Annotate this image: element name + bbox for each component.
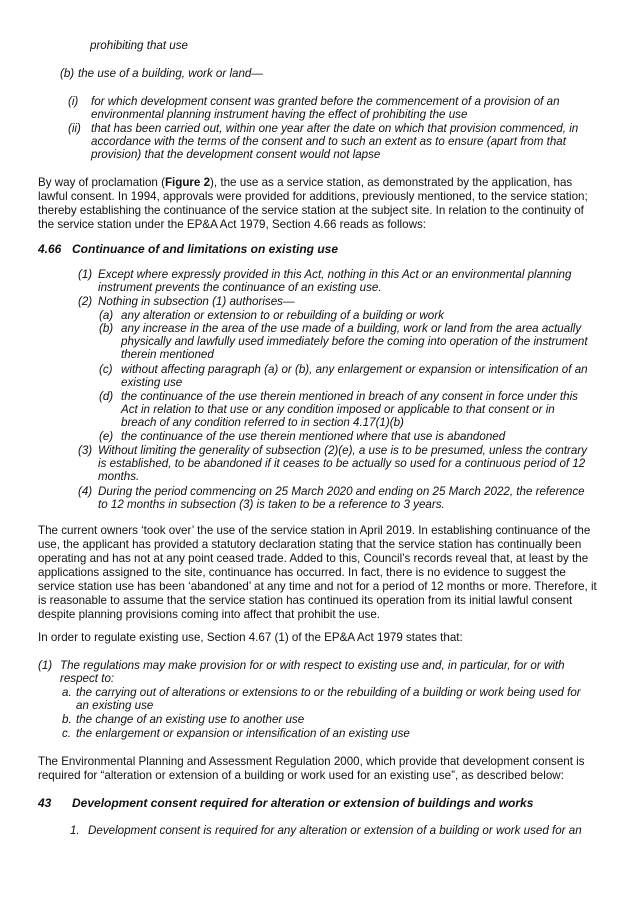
s466-1-line: instrument prevents the continuance of an existing use. [98,281,382,294]
s466-3-line: months. [98,470,140,483]
reg43-1-line: Development consent is required for any alteration or extension of a building or work used for an [88,824,582,837]
figure-reference: Figure 2 [164,176,211,189]
s466-2d-line: the continuance of the use therein mentioned in breach of any consent in force under this [121,390,578,403]
s466-2e-line: the continuance of the use therein mentioned where that use is abandoned [121,430,506,443]
s466-2b-line: therein mentioned [121,348,214,361]
s466-1-line: Except where expressly provided in this Act, nothing in this Act or an environmental planning [98,268,572,281]
s466-2a-label: (a) [99,309,114,322]
paragraph-continuance: The current owners ‘took over’ the use of the service station in April 2019. In establishing continuance of the use, the applicant has provided a statutory declaration stating that the service station has continually been operating and has not at any point ceased trade. Added to this, Council’s records reveal that, at least by the applications assigned to the site, continuance has occurred. In fact, there is no evidence to suggest the service station use has been ‘abandoned’ at any time and not for a period of 12 months or more. Therefore, it is reasonable to assume that the service station has continued its operation from its initial lawful consent despite planning provisions coming into affect that prohibit the use. [38,524,597,621]
s466-2b-line: physically and lawfully used immediately before the coming into operation of the instrument [121,335,588,348]
s466-4-line: to 12 months in subsection (3) is taken to be a reference to 3 years. [98,498,445,511]
intro-tail: prohibiting that use [90,39,188,52]
s467-a-label: a. [62,686,72,699]
s466-2c-line: without affecting paragraph (a) or (b), any enlargement or expansion or intensification of an [121,363,588,376]
s466-4-label: (4) [78,485,93,498]
s466-2b-label: (b) [99,322,114,335]
s466-2e-label: (e) [99,430,114,443]
s466-2-label: (2) [78,295,93,308]
s467-c-label: c. [62,727,72,740]
s466-2a-line: any alteration or extension to or rebuilding of a building or work [121,309,444,322]
s467-c-line: the enlargement or expansion or intensification of an existing use [76,727,410,740]
s466-2d-line: breach of any condition referred to in section 4.17(1)(b) [121,416,404,429]
s466-3-line: is established, to be abandoned if it ceases to be actually so used for a continuous period of 12 [98,457,586,470]
clause-b-text: the use of a building, work or land— [78,67,263,80]
s467-1-line: respect to: [60,672,115,685]
paragraph-proclamation-end: ), the use as a service station, as demonstrated by the application, has lawful consent. In 1994, approvals were provided for additions, previously mentioned, to the service station; thereby establishing the continuance of the service station at the subject site. In relation to the continuity of the service station under the EP&A Act 1979, Section 4.66 reads as follows: [38,176,588,231]
s466-2-line: Nothing in subsection (1) authorises— [98,295,295,308]
section-title: Continuance of and limitations on existing use [72,242,339,256]
clause-b-i-label: (i) [68,95,79,108]
section-number: 4.66 [38,242,62,256]
s467-a-line: the carrying out of alterations or extensions to or the rebuilding of a building or work being used for [76,686,581,699]
clause-b-i-line: for which development consent was granted before the commencement of a provision of an [91,95,560,108]
clause-b-ii-line: that has been carried out, within one year after the date on which that provision commenced, in [91,122,579,135]
clause-b-ii-line: provision) that the development consent would not lapse [91,148,381,161]
section-title: Development consent required for alteration or extension of buildings and works [72,796,534,810]
s467-b-line: the change of an existing use to another use [76,713,305,726]
s467-1-label: (1) [38,659,53,672]
s466-3-label: (3) [78,444,93,457]
s466-2b-line: any increase in the area of the use made of a building, work or land from the area actually [121,322,582,335]
paragraph-regulation-2000: The Environmental Planning and Assessment Regulation 2000, which provide that development consent is required for “alteration or extension of a building or work used for an existing use”, as described below: [38,755,585,782]
section-heading-4-66 [38,242,338,256]
clause-b-i-line: environmental planning instrument having the effect of prohibiting the use [91,108,468,121]
paragraph-proclamation-start: By way of proclamation ( [38,176,165,189]
clause-b-ii-label: (ii) [68,122,81,135]
paragraph-proclamation [38,176,600,232]
reg43-1-label: 1. [70,824,80,837]
s467-a-line: an existing use [76,699,154,712]
s466-3-line: Without limiting the generality of subsection (2)(e), a use is to be presumed, unless the contrary [98,444,588,457]
section-heading-43 [38,796,533,810]
s466-2d-label: (d) [99,390,114,403]
s466-2d-line: Act in relation to that use or any condition imposed or applicable to that consent or in [121,403,555,416]
s466-2c-line: existing use [121,376,183,389]
section-number: 43 [38,796,52,810]
paragraph-regulate: In order to regulate existing use, Section 4.67 (1) of the EP&A Act 1979 states that: [38,631,463,644]
s466-1-label: (1) [78,268,93,281]
s467-1-line: The regulations may make provision for or with respect to existing use and, in particular, for or with [60,659,565,672]
s467-b-label: b. [62,713,72,726]
s466-4-line: During the period commencing on 25 March 2020 and ending on 25 March 2022, the reference [98,485,585,498]
s466-2c-label: (c) [99,363,113,376]
clause-b-label: (b) [60,67,75,80]
clause-b-ii-line: accordance with the terms of the consent and to such an extent as to ensure (apart from that [91,135,566,148]
